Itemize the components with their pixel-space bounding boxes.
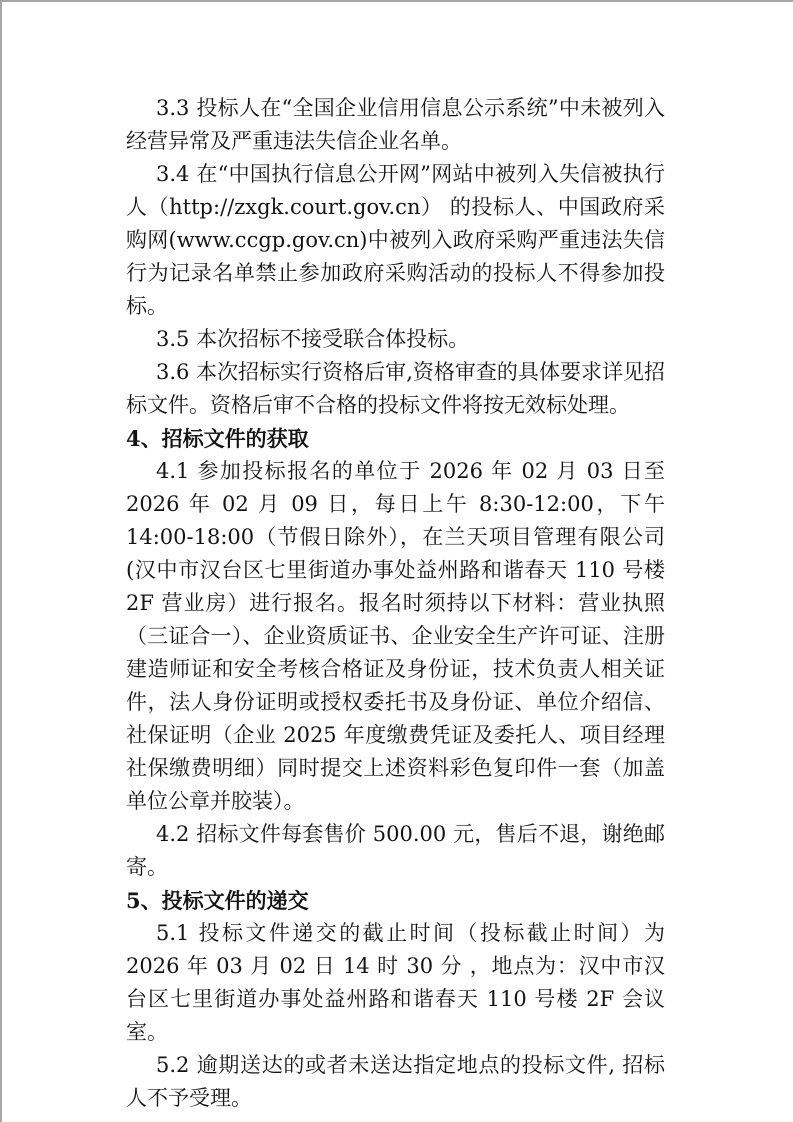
document-content xyxy=(126,92,665,1115)
paragraph-3-4: 3.4 在“中国执行信息公开网”网站中被列入失信被执行人（http://zxgk.court.gov.cn） 的投标人、中国政府采购网(www.ccgp.gov.cn)中被列入政府采购严重违法失信行为记录名单禁止参加政府采购活动的投标人不得参加投标。 xyxy=(126,162,665,318)
page-edge-left xyxy=(0,0,2,1122)
paragraph-4-1: 4.1 参加投标报名的单位于 2026 年 02 月 03 日至 2026 年 02 月 09 日，每日上午 8:30-12:00，下午 14:00-18:00（节假日除外），在兰天项目管理有限公司(汉中市汉台区七里街道办事处益州路和谐春天 110 号楼 2F 营业房）进行报名。报名时须持以下材料：营业执照（三证合一）、企业资质证书、企业安全生产许可证、注册建造师证和安全考核合格证及身份证，技术负责人相关证件，法人身份证明或授权委托书及身份证、单位介绍信、社保证明（企业 2025 年度缴费凭证及委托人、项目经理社保缴费明细）同时提交上述资料彩色复印件一套（加盖单位公章并胶装）。 xyxy=(126,459,665,813)
paragraph-3-6: 3.6 本次招标实行资格后审,资格审查的具体要求详见招标文件。资格后审不合格的投标文件将按无效标处理。 xyxy=(126,360,665,417)
page-edge-top xyxy=(0,0,793,2)
paragraph-3-5: 3.5 本次招标不接受联合体投标。 xyxy=(156,327,470,351)
paragraph-5-1: 5.1 投标文件递交的截止时间（投标截止时间）为 2026 年 03 月 02 日 14 时 30 分 ，地点为：汉中市汉台区七里街道办事处益州路和谐春天 110 号楼 2F 会议室。 xyxy=(126,921,665,1044)
paragraph-4-2: 4.2 招标文件每套售价 500.00 元，售后不退，谢绝邮寄。 xyxy=(126,822,665,879)
section-heading-5: 5、投标文件的递交 xyxy=(126,888,309,913)
paragraph-5-2: 5.2 逾期送达的或者未送达指定地点的投标文件, 招标人不予受理。 xyxy=(126,1053,665,1110)
section-heading-4: 4、招标文件的获取 xyxy=(126,426,309,451)
paragraph-3-3: 3.3 投标人在“全国企业信用信息公示系统”中未被列入经营异常及严重违法失信企业名单。 xyxy=(126,96,665,153)
